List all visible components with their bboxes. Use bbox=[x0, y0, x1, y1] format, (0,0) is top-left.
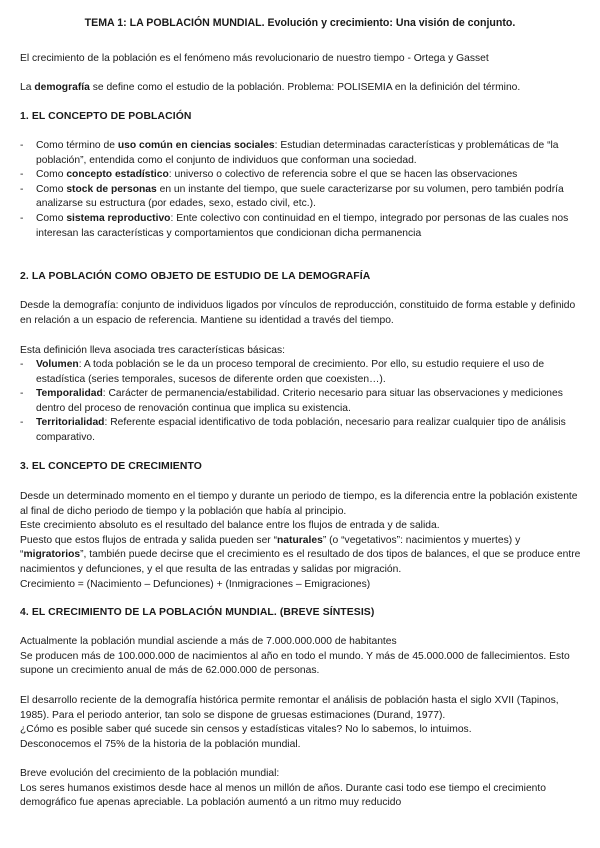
list-item bbox=[20, 168, 585, 183]
brief-evolution-line: Breve evolución del crecimiento de la población mundial: bbox=[20, 768, 280, 779]
section-2-paragraph: Desde la demografía: conjunto de individuos ligados por vínculos de reproducción, constituido de forma estable y definido en relación a un espacio de referencia. Mantiene su identidad a través del tiempo. bbox=[20, 300, 576, 326]
section-3-body bbox=[20, 490, 585, 592]
intro-paragraph bbox=[20, 81, 585, 96]
list-item bbox=[20, 212, 585, 241]
item-post: : A toda población se le da un proceso temporal de crecimiento. Por ello, su estudio requiere el uso de estadística (series temporales, sucesos de diferente orden que coexisten…). bbox=[36, 359, 545, 385]
item-post: en un instante del tiempo, que suele caracterizarse por su volumen, pero también podría analizarse su estructura (por edades, sexo, estado civil, etc.). bbox=[36, 183, 564, 210]
unknown-history-line: Desconocemos el 75% de la historia de la población mundial. bbox=[20, 738, 301, 750]
l3c: ” (o “vegetativos”: nacimientos y muertes) y “ bbox=[20, 534, 521, 561]
section-1-list bbox=[20, 139, 585, 241]
list-item bbox=[20, 416, 585, 445]
births-deaths-line: Se producen más de 100.000.000 de nacimientos al año en todo el mundo. Y más de 45.000.000 de fallecimientos. Esto supone un crecimiento anual de más de 62.000.000 de personas. bbox=[20, 650, 570, 677]
item-pre: Como bbox=[36, 212, 67, 224]
intro-bold-term: demografía bbox=[34, 82, 90, 93]
section-2-lead: Esta definición lleva asociada tres características básicas: bbox=[20, 345, 285, 356]
section-3-line-2: Este crecimiento absoluto es el resultado del balance entre los flujos de entrada y de salida. bbox=[20, 520, 440, 532]
item-pre: Como bbox=[36, 169, 67, 181]
section-3-line-1: Desde un determinado momento en el tiempo y durante un periodo de tiempo, es la diferencia entre la población existente al final de dicho periodo de tiempo y la población que había al principio. bbox=[20, 491, 578, 517]
world-population-line: Actualmente la población mundial asciende a más de 7.000.000.000 de habitantes bbox=[20, 636, 397, 647]
migratorios-term: migratorios bbox=[23, 549, 81, 561]
document-title: TEMA 1: LA POBLACIÓN MUNDIAL. Evolución y crecimiento: Una visión de conjunto. bbox=[84, 17, 516, 29]
section-3-heading: 3. EL CONCEPTO DE CRECIMIENTO bbox=[20, 461, 202, 472]
human-existence-line: Los seres humanos existimos desde hace al menos un millón de años. Durante casi todo ese tiempo el crecimiento demográfico fue apenas apreciable. La población aumentó a un ritmo muy reducido bbox=[20, 782, 546, 809]
section-4-block-3 bbox=[20, 767, 585, 811]
section-2-heading: 2. LA POBLACIÓN COMO OBJETO DE ESTUDIO DE LA DEMOGRAFÍA bbox=[20, 271, 371, 282]
historical-demography-line: El desarrollo reciente de la demografía histórica permite remontar el análisis de población hasta el siglo XVII (Tapinos, 1985). Para el periodo anterior, tan solo se dispone de gruesas estimaciones (Durand, 1977). bbox=[20, 695, 559, 721]
item-bold: concepto estadístico bbox=[66, 169, 169, 181]
list-item bbox=[20, 358, 585, 387]
quote-line: El crecimiento de la población es el fenómeno más revolucionario de nuestro tiempo - Ortega y Gasset bbox=[20, 53, 489, 64]
item-bold: uso común en ciencias sociales bbox=[117, 140, 275, 151]
section-4-block-1 bbox=[20, 635, 585, 679]
intro-pre: La bbox=[20, 82, 35, 93]
list-item bbox=[20, 183, 585, 212]
item-post: : universo o colectivo de referencia sobre el que se hacen las observaciones bbox=[168, 169, 518, 181]
intro-post: se define como el estudio de la población. Problema: POLISEMIA en la definición del término. bbox=[89, 82, 521, 93]
item-bold: stock de personas bbox=[66, 183, 157, 195]
question-line: ¿Cómo es posible saber qué sucede sin censos y estadísticas vitales? No lo sabemos, lo intuimos. bbox=[20, 724, 472, 736]
section-2-list bbox=[20, 358, 585, 446]
item-post: : Ente colectivo con continuidad en el tiempo, integrado por personas de las cuales nos interesan las características y comportamientos que condicionan dicha permanencia bbox=[36, 212, 569, 239]
item-post: : Estudian determinadas características y problemáticas de “la población”, entendida como el conjunto de individuos que conforman una sociedad. bbox=[36, 140, 559, 166]
l3e: ”, también puede decirse que el crecimiento es el resultado de dos tipos de balances, el que se produce entre nacimientos y defunciones, y el que resulta de las entradas y salidas por migración. bbox=[20, 549, 581, 575]
item-pre: Como término de bbox=[36, 140, 118, 151]
section-4-heading: 4. EL CRECIMIENTO DE LA POBLACIÓN MUNDIAL. (BREVE SÍNTESIS) bbox=[20, 607, 375, 618]
item-post: : Carácter de permanencia/estabilidad. Criterio necesario para situar las observaciones y mediciones dentro del proceso de renovación continua que implica su existencia. bbox=[36, 388, 563, 414]
item-bold: Volumen bbox=[36, 359, 79, 370]
section-1-heading: 1. EL CONCEPTO DE POBLACIÓN bbox=[20, 111, 192, 122]
growth-formula: Crecimiento = (Nacimiento – Defunciones) + (Inmigraciones – Emigraciones) bbox=[20, 578, 371, 590]
item-post: : Referente espacial identificativo de toda población, necesario para realizar cualquier tipo de análisis comparativo. bbox=[36, 417, 566, 443]
section-4-block-2 bbox=[20, 694, 585, 752]
list-item bbox=[20, 139, 585, 168]
item-bold: Temporalidad bbox=[36, 388, 103, 400]
section-3-line-3 bbox=[20, 534, 585, 578]
item-pre: Como bbox=[36, 183, 67, 195]
naturales-term: naturales bbox=[277, 534, 323, 546]
list-item bbox=[20, 387, 585, 416]
item-bold: Territorialidad bbox=[36, 417, 105, 429]
item-bold: sistema reproductivo bbox=[66, 212, 171, 224]
l3a: Puesto que estos flujos de entrada y salida pueden ser “ bbox=[20, 534, 278, 546]
